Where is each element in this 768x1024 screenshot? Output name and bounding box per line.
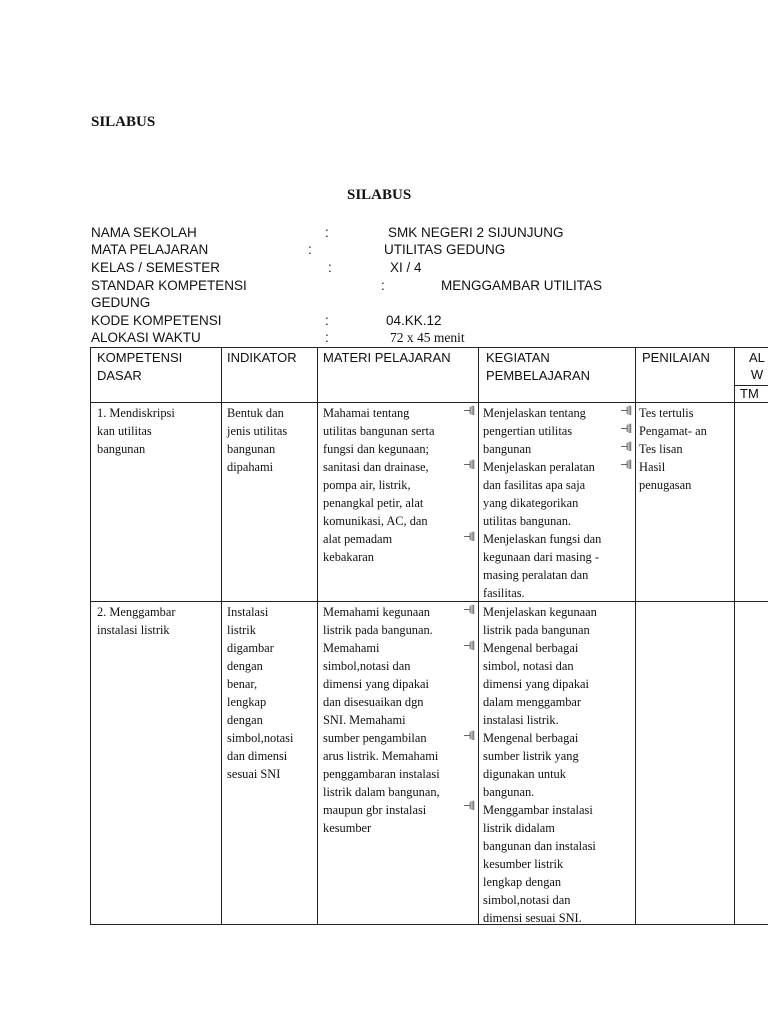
info-sep: : bbox=[325, 313, 329, 328]
table-border-bottom bbox=[90, 924, 768, 925]
tab-mark-icon: ⊣∥ bbox=[463, 801, 475, 812]
table-col-rule bbox=[90, 347, 91, 925]
tab-mark-icon: ⊣∥ bbox=[620, 406, 632, 417]
document-heading: SILABUS bbox=[91, 114, 156, 130]
header-materi-pelajaran: MATERI PELAJARAN bbox=[323, 350, 451, 365]
header-alokasi-waktu: AL W bbox=[749, 350, 765, 382]
page-title: SILABUS bbox=[347, 187, 412, 203]
row2-kegiatan: Menjelaskan kegunaan listrik pada bangunan Mengenal berbagai simbol, notasi dan dimensi yang dipakai dalam menggambar instalasi listrik. Mengenal berbagai sumber listrik yang digunakan untuk bangunan. Menggambar instalasi listrik didalam bangunan dan instalasi kesumber listrik lengkap dengan simbol,notasi dan dimensi sesuai SNI. bbox=[483, 605, 597, 925]
table-col-rule bbox=[734, 347, 735, 925]
info-value-kode-kompetensi: 04.KK.12 bbox=[386, 313, 442, 328]
info-sep: : bbox=[308, 242, 312, 257]
table-col-rule bbox=[635, 347, 636, 925]
header-kegiatan-pembelajaran: KEGIATAN PEMBELAJARAN bbox=[486, 350, 591, 383]
row2-materi: Memahami kegunaan listrik pada bangunan. Memahami simbol,notasi dan dimensi yang dipakai dan disesuaikan dgn SNI. Memahami sumber pengambilan arus listrik. Memahami penggambaran instalasi listrik dalam bangunan, maupun gbr instalasi kesumber bbox=[323, 605, 440, 835]
info-value-nama-sekolah: SMK NEGERI 2 SIJUNJUNG bbox=[388, 225, 564, 240]
row1-indikator: Bentuk dan jenis utilitas bangunan dipahami bbox=[227, 406, 288, 474]
info-value-standar-kompetensi: MENGGAMBAR UTILITAS bbox=[441, 278, 603, 293]
table-border-top bbox=[90, 347, 768, 348]
header-tm: TM bbox=[740, 386, 759, 401]
info-sep: : bbox=[325, 330, 329, 345]
table-col-rule bbox=[478, 347, 479, 925]
table-header-rule bbox=[90, 402, 768, 403]
info-label-mata-pelajaran: MATA PELAJARAN bbox=[91, 242, 209, 257]
tab-mark-icon: ⊣∥ bbox=[620, 424, 632, 435]
info-label-kode-kompetensi: KODE KOMPETENSI bbox=[91, 313, 222, 328]
tab-mark-icon: ⊣∥ bbox=[463, 406, 475, 417]
tab-mark-icon: ⊣∥ bbox=[620, 460, 632, 471]
header-indikator: INDIKATOR bbox=[227, 350, 297, 365]
row1-kompetensi: 1. Mendiskripsi kan utilitas bangunan bbox=[97, 406, 175, 456]
table-col-rule bbox=[317, 347, 318, 925]
row1-penilaian: Tes tertulis Pengamat- an Tes lisan Hasil penugasan bbox=[639, 406, 707, 492]
row2-kompetensi: 2. Menggambar instalasi listrik bbox=[97, 605, 176, 637]
row1-kegiatan: Menjelaskan tentang pengertian utilitas bangunan Menjelaskan peralatan dan fasilitas apa saja yang dikategorikan utilitas bangunan. Menjelaskan fungsi dan kegunaan dari masing - masing peralatan dan fasilitas. bbox=[483, 406, 602, 600]
table-col-rule bbox=[221, 347, 222, 925]
tab-mark-icon: ⊣∥ bbox=[463, 532, 475, 543]
info-label-nama-sekolah: NAMA SEKOLAH bbox=[91, 225, 197, 240]
info-value-kelas-semester: XI / 4 bbox=[390, 260, 422, 275]
tab-mark-icon: ⊣∥ bbox=[463, 605, 475, 616]
info-value-alokasi-waktu: 72 x 45 menit bbox=[390, 330, 465, 345]
header-kompetensi-dasar: KOMPETENSI DASAR bbox=[97, 350, 183, 383]
header-penilaian: PENILAIAN bbox=[642, 350, 710, 365]
tab-mark-icon: ⊣∥ bbox=[463, 641, 475, 652]
info-sep: : bbox=[381, 278, 385, 293]
info-sep: : bbox=[325, 225, 329, 240]
info-sep: : bbox=[328, 260, 332, 275]
tab-mark-icon: ⊣∥ bbox=[463, 460, 475, 471]
info-label-alokasi-waktu: ALOKASI WAKTU bbox=[91, 330, 201, 345]
table-row-rule bbox=[90, 601, 768, 602]
info-label-standar-kompetensi: STANDAR KOMPETENSI bbox=[91, 278, 247, 293]
info-label-kelas-semester: KELAS / SEMESTER bbox=[91, 260, 221, 275]
info-value-mata-pelajaran: UTILITAS GEDUNG bbox=[384, 242, 506, 257]
tab-mark-icon: ⊣∥ bbox=[620, 442, 632, 453]
row1-materi: Mahamai tentang utilitas bangunan serta fungsi dan kegunaan; sanitasi dan drainase, pompa air, listrik, penangkal petir, alat komunikasi, AC, dan alat pemadam kebakaran bbox=[323, 406, 435, 564]
info-value-standar-kompetensi-wrap: GEDUNG bbox=[91, 295, 151, 310]
row2-indikator: Instalasi listrik digambar dengan benar, lengkap dengan simbol,notasi dan dimensi sesuai SNI bbox=[227, 605, 294, 781]
tab-mark-icon: ⊣∥ bbox=[463, 731, 475, 742]
